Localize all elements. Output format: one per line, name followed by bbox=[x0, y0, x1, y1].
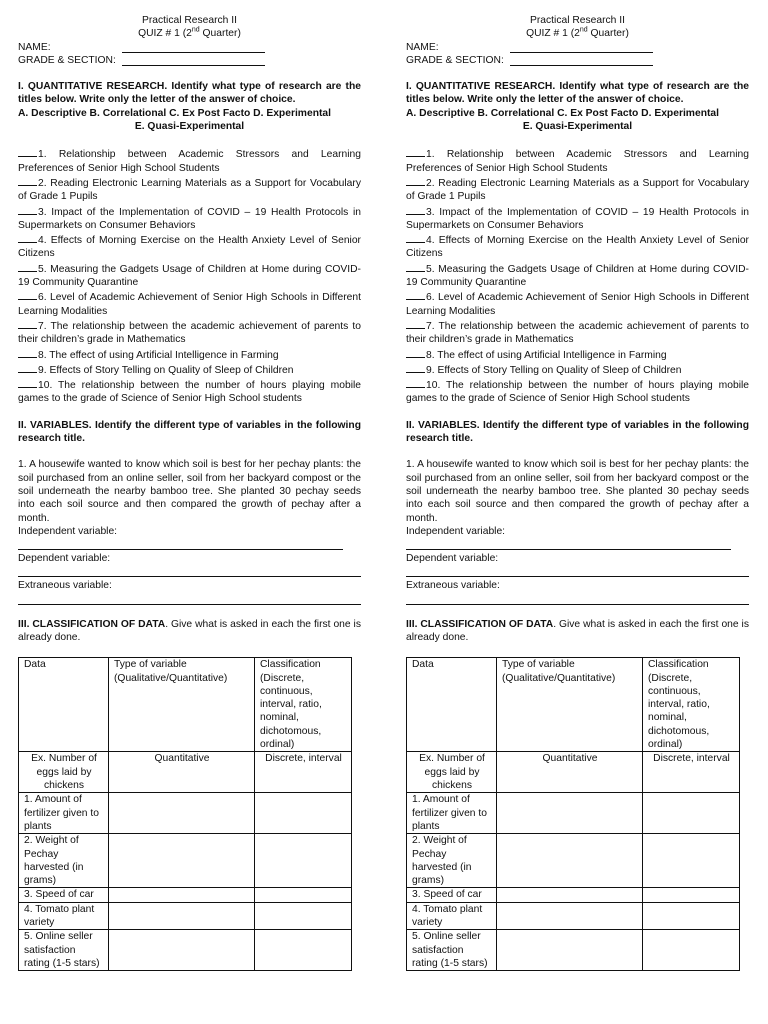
research-items bbox=[18, 146, 361, 405]
grade-field[interactable] bbox=[122, 54, 265, 66]
answer-blank[interactable] bbox=[18, 377, 37, 388]
table-cell: Ex. Number of eggs laid by chickens bbox=[407, 752, 497, 793]
answer-cell[interactable] bbox=[497, 902, 643, 930]
answer-cell[interactable] bbox=[497, 834, 643, 888]
classification-table bbox=[406, 657, 740, 971]
answer-cell[interactable] bbox=[255, 888, 352, 902]
example-row bbox=[19, 752, 352, 793]
table-row bbox=[19, 902, 352, 930]
list-item: 9. Effects of Story Telling on Quality of Sleep of Children bbox=[406, 362, 749, 377]
answer-blank[interactable] bbox=[18, 362, 37, 373]
dependent-answer-line[interactable] bbox=[406, 565, 749, 577]
answer-blank[interactable] bbox=[18, 347, 37, 358]
list-item: 7. The relationship between the academic achievement of parents to their children’s grade in Mathematics bbox=[18, 318, 361, 347]
answer-blank[interactable] bbox=[406, 175, 425, 186]
table-cell: 5. Online seller satisfaction rating (1-5 stars) bbox=[407, 930, 497, 971]
section1-heading: I. QUANTITATIVE RESEARCH. Identify what type of research are the titles below. Write only the letter of the answer of choice. A. Descriptive B. Correlational C. Ex Post Facto D. Experimental E. Quasi-Experimental bbox=[406, 81, 749, 133]
grade-row bbox=[18, 54, 361, 67]
list-item: 10. The relationship between the number of hours playing mobile games to the grade of Science of Senior High School students bbox=[406, 377, 749, 406]
name-label: NAME: bbox=[18, 41, 51, 53]
answer-blank[interactable] bbox=[18, 146, 37, 157]
answer-blank[interactable] bbox=[18, 204, 37, 215]
answer-cell[interactable] bbox=[109, 902, 255, 930]
column-header: Data bbox=[407, 658, 497, 752]
dependent-label: Dependent variable: bbox=[406, 553, 499, 565]
column-header: Data bbox=[19, 658, 109, 752]
section3-heading: III. CLASSIFICATION OF DATA. Give what is asked in each the first one is already done. bbox=[406, 618, 749, 643]
independent-label: Independent variable: bbox=[406, 525, 506, 537]
column-header: Classification (Discrete, continuous, interval, ratio, nominal, dichotomous, ordinal) bbox=[255, 658, 352, 752]
table-row bbox=[19, 793, 352, 834]
problem-text: 1. A housewife wanted to know which soil is best for her pechay plants: the soil purchased from an online seller, soil from her backyard compost or the soil underneath the nearby bamboo tree. She planted 30 pechay seeds into each soil source and then compared the growth of pechay after a month. bbox=[18, 459, 361, 524]
list-item: 3. Impact of the Implementation of COVID – 19 Health Protocols in Supermarkets on Consumer Behaviors bbox=[406, 204, 749, 233]
list-item: 4. Effects of Morning Exercise on the Health Anxiety Level of Senior Citizens bbox=[406, 232, 749, 261]
section1-heading: I. QUANTITATIVE RESEARCH. Identify what type of research are the titles below. Write only the letter of the answer of choice. A. Descriptive B. Correlational C. Ex Post Facto D. Experimental E. Quasi-Experimental bbox=[18, 81, 361, 133]
problem-text: 1. A housewife wanted to know which soil is best for her pechay plants: the soil purchased from an online seller, soil from her backyard compost or the soil underneath the nearby bamboo tree. She planted 30 pechay seeds into each soil source and then compared the growth of pechay after a month. bbox=[406, 459, 749, 524]
answer-cell[interactable] bbox=[109, 888, 255, 902]
table-cell: Quantitative bbox=[109, 752, 255, 793]
table-cell: 4. Tomato plant variety bbox=[19, 902, 109, 930]
grade-row bbox=[406, 54, 749, 67]
answer-blank[interactable] bbox=[406, 362, 425, 373]
classification-table bbox=[18, 657, 352, 971]
answer-blank[interactable] bbox=[406, 204, 425, 215]
column-header: Type of variable (Qualitative/Quantitative) bbox=[497, 658, 643, 752]
answer-blank[interactable] bbox=[18, 232, 37, 243]
table-cell: 1. Amount of fertilizer given to plants bbox=[407, 793, 497, 834]
column-header: Type of variable (Qualitative/Quantitative) bbox=[109, 658, 255, 752]
table-cell: 5. Online seller satisfaction rating (1-5 stars) bbox=[19, 930, 109, 971]
list-item: 9. Effects of Story Telling on Quality of Sleep of Children bbox=[18, 362, 361, 377]
table-row bbox=[19, 888, 352, 902]
answer-blank[interactable] bbox=[18, 261, 37, 272]
answer-blank[interactable] bbox=[406, 347, 425, 358]
quiz-title: QUIZ # 1 (2nd Quarter) bbox=[526, 26, 629, 40]
dependent-label: Dependent variable: bbox=[18, 553, 111, 565]
table-row bbox=[407, 902, 740, 930]
subject-title: Practical Research II bbox=[142, 15, 237, 26]
answer-cell[interactable] bbox=[643, 834, 740, 888]
grade-label: GRADE & SECTION: bbox=[406, 54, 504, 66]
answer-blank[interactable] bbox=[406, 289, 425, 300]
grade-field[interactable] bbox=[510, 54, 653, 66]
answer-cell[interactable] bbox=[109, 834, 255, 888]
research-items bbox=[406, 146, 749, 405]
name-label: NAME: bbox=[406, 41, 439, 53]
name-row bbox=[18, 41, 361, 54]
answer-cell[interactable] bbox=[497, 930, 643, 971]
answer-blank[interactable] bbox=[406, 377, 425, 388]
table-header-row bbox=[407, 658, 740, 752]
answer-cell[interactable] bbox=[109, 930, 255, 971]
table-cell: 4. Tomato plant variety bbox=[407, 902, 497, 930]
quiz-copy-left bbox=[18, 14, 361, 971]
list-item: 1. Relationship between Academic Stressors and Learning Preferences of Senior High School Students bbox=[18, 146, 361, 175]
table-row bbox=[407, 888, 740, 902]
answer-cell[interactable] bbox=[255, 930, 352, 971]
choices-last: E. Quasi-Experimental bbox=[522, 121, 633, 133]
table-cell: 2. Weight of Pechay harvested (in grams) bbox=[19, 834, 109, 888]
answer-blank[interactable] bbox=[406, 318, 425, 329]
list-item: 2. Reading Electronic Learning Materials as a Support for Vocabulary of Grade 1 Pupils bbox=[406, 175, 749, 204]
answer-cell[interactable] bbox=[497, 793, 643, 834]
answer-blank[interactable] bbox=[18, 175, 37, 186]
answer-blank[interactable] bbox=[406, 146, 425, 157]
table-cell: Discrete, interval bbox=[643, 752, 740, 793]
table-cell: Discrete, interval bbox=[255, 752, 352, 793]
answer-cell[interactable] bbox=[255, 793, 352, 834]
answer-blank[interactable] bbox=[18, 318, 37, 329]
table-cell: 2. Weight of Pechay harvested (in grams) bbox=[407, 834, 497, 888]
list-item: 5. Measuring the Gadgets Usage of Children at Home during COVID-19 Community Quarantine bbox=[18, 261, 361, 290]
quiz-title: QUIZ # 1 (2nd Quarter) bbox=[138, 26, 241, 40]
grade-label: GRADE & SECTION: bbox=[18, 54, 116, 66]
table-row bbox=[19, 930, 352, 971]
choices-last: E. Quasi-Experimental bbox=[134, 121, 245, 133]
list-item: 7. The relationship between the academic achievement of parents to their children’s grade in Mathematics bbox=[406, 318, 749, 347]
dependent-answer-line[interactable] bbox=[18, 565, 361, 577]
answer-blank[interactable] bbox=[406, 232, 425, 243]
name-row bbox=[406, 41, 749, 54]
list-item: 6. Level of Academic Achievement of Senior High Schools in Different Learning Modalities bbox=[18, 289, 361, 318]
extraneous-answer-line[interactable] bbox=[18, 593, 361, 605]
independent-answer-line[interactable] bbox=[18, 538, 343, 550]
section2-heading: II. VARIABLES. Identify the different type of variables in the following research title. bbox=[18, 419, 361, 445]
answer-blank[interactable] bbox=[18, 289, 37, 300]
table-row bbox=[407, 930, 740, 971]
table-cell: 3. Speed of car bbox=[407, 888, 497, 902]
list-item: 5. Measuring the Gadgets Usage of Children at Home during COVID-19 Community Quarantine bbox=[406, 261, 749, 290]
answer-cell[interactable] bbox=[643, 888, 740, 902]
extraneous-answer-line[interactable] bbox=[406, 593, 749, 605]
table-cell: 3. Speed of car bbox=[19, 888, 109, 902]
answer-cell[interactable] bbox=[643, 793, 740, 834]
extraneous-label: Extraneous variable: bbox=[18, 580, 112, 592]
quiz-copy-right bbox=[406, 14, 749, 971]
choices-line: A. Descriptive B. Correlational C. Ex Post Facto D. Experimental bbox=[406, 107, 719, 119]
answer-cell[interactable] bbox=[643, 930, 740, 971]
table-row bbox=[19, 834, 352, 888]
section2-heading: II. VARIABLES. Identify the different type of variables in the following research title. bbox=[406, 419, 749, 445]
list-item: 4. Effects of Morning Exercise on the Health Anxiety Level of Senior Citizens bbox=[18, 232, 361, 261]
list-item: 1. Relationship between Academic Stressors and Learning Preferences of Senior High School Students bbox=[406, 146, 749, 175]
answer-cell[interactable] bbox=[255, 902, 352, 930]
subject-title: Practical Research II bbox=[530, 15, 625, 26]
list-item: 8. The effect of using Artificial Intelligence in Farming bbox=[18, 347, 361, 362]
table-row bbox=[407, 834, 740, 888]
list-item: 10. The relationship between the number of hours playing mobile games to the grade of Science of Senior High School students bbox=[18, 377, 361, 406]
extraneous-label: Extraneous variable: bbox=[406, 580, 500, 592]
list-item: 2. Reading Electronic Learning Materials as a Support for Vocabulary of Grade 1 Pupils bbox=[18, 175, 361, 204]
independent-label: Independent variable: bbox=[18, 525, 118, 537]
independent-answer-line[interactable] bbox=[406, 538, 731, 550]
table-header-row bbox=[19, 658, 352, 752]
list-item: 3. Impact of the Implementation of COVID – 19 Health Protocols in Supermarkets on Consumer Behaviors bbox=[18, 204, 361, 233]
answer-cell[interactable] bbox=[643, 902, 740, 930]
name-field[interactable] bbox=[122, 41, 265, 53]
table-row bbox=[407, 793, 740, 834]
table-cell: Ex. Number of eggs laid by chickens bbox=[19, 752, 109, 793]
answer-blank[interactable] bbox=[406, 261, 425, 272]
column-header: Classification (Discrete, continuous, interval, ratio, nominal, dichotomous, ordinal) bbox=[643, 658, 740, 752]
answer-cell[interactable] bbox=[255, 834, 352, 888]
section3-heading: III. CLASSIFICATION OF DATA. Give what is asked in each the first one is already done. bbox=[18, 618, 361, 643]
table-cell: 1. Amount of fertilizer given to plants bbox=[19, 793, 109, 834]
list-item: 8. The effect of using Artificial Intelligence in Farming bbox=[406, 347, 749, 362]
table-cell: Quantitative bbox=[497, 752, 643, 793]
example-row bbox=[407, 752, 740, 793]
list-item: 6. Level of Academic Achievement of Senior High Schools in Different Learning Modalities bbox=[406, 289, 749, 318]
name-field[interactable] bbox=[510, 41, 653, 53]
answer-cell[interactable] bbox=[109, 793, 255, 834]
answer-cell[interactable] bbox=[497, 888, 643, 902]
choices-line: A. Descriptive B. Correlational C. Ex Post Facto D. Experimental bbox=[18, 107, 331, 119]
